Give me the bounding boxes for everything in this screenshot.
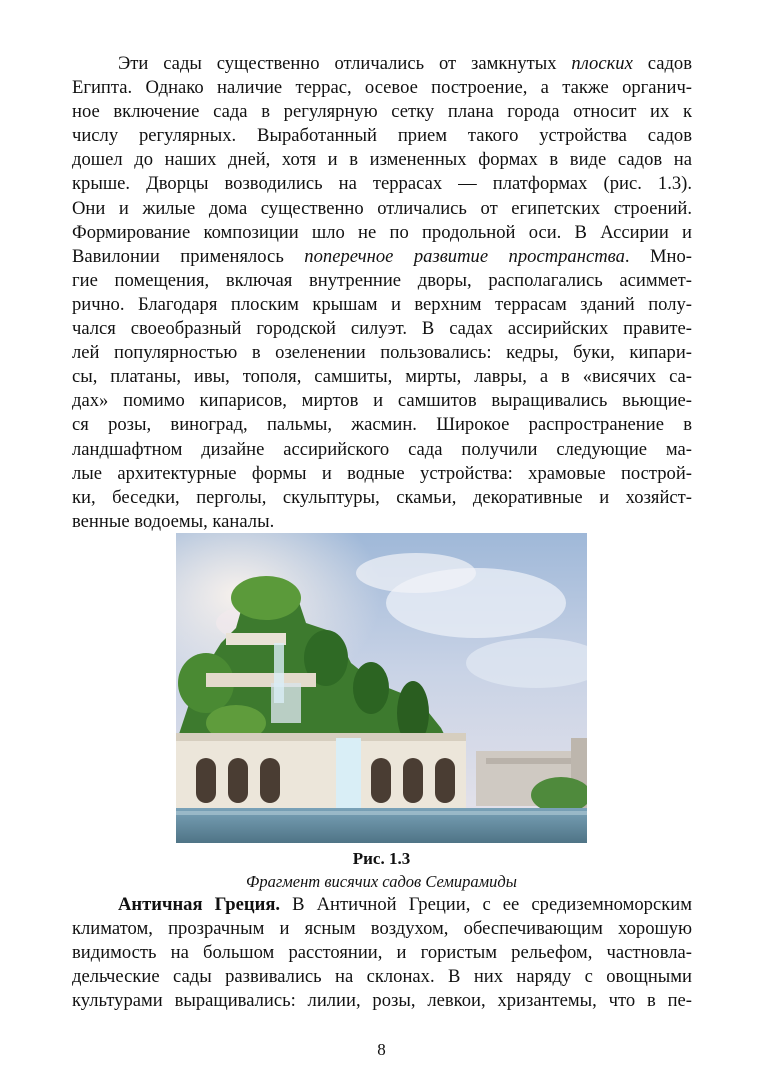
hanging-gardens-image bbox=[176, 533, 587, 843]
text-line: дах» помимо кипарисов, миртов и самшитов выращивались вьющие- bbox=[72, 390, 692, 412]
figure-caption: Фрагмент висячих садов Семирамиды bbox=[246, 872, 517, 891]
text-line: чался своеобразный городской силуэт. В садах ассирийских правите- bbox=[72, 318, 692, 340]
text-line: Эти сады существенно отличались от замкнутых плоских садов bbox=[118, 53, 692, 74]
page-number: 8 bbox=[377, 1040, 386, 1059]
text-line: сы, платаны, ивы, тополя, самшиты, мирты, лавры, а в «висячих са- bbox=[72, 366, 692, 388]
text-line: Египта. Однако наличие террас, осевое построение, а также органич- bbox=[72, 77, 692, 99]
text-line: крыше. Дворцы возводились на террасах — платформах (рис. 1.3). bbox=[72, 173, 692, 195]
text-line: лые архитектурные формы и водные устройства: храмовые построй- bbox=[72, 462, 692, 484]
text-line: ся розы, виноград, пальмы, жасмин. Широкое распространение в bbox=[72, 414, 692, 436]
main-text-block bbox=[72, 52, 692, 534]
main-text-block-2 bbox=[72, 893, 692, 1013]
text-line: числу регулярных. Выработанный прием такого устройства садов bbox=[72, 125, 692, 147]
text-line: венные водоемы, каналы. bbox=[72, 510, 275, 532]
text-line: дельческие сады развивались на склонах. В них наряду с овощными bbox=[72, 966, 692, 988]
text-line: Античная Греция. В Античной Греции, с ее средиземноморским bbox=[118, 894, 692, 915]
text-line: дошел до наших дней, хотя и в измененных формах в виде садов на bbox=[72, 149, 692, 171]
text-line: ландшафтном дизайне ассирийского сада получили следующие ма- bbox=[72, 438, 692, 460]
paragraph-2 bbox=[72, 893, 692, 1013]
section-heading: Античная Греция. bbox=[118, 894, 281, 915]
text-line: ное включение сада в регулярную сетку плана города относит их к bbox=[72, 101, 692, 123]
paragraph-1 bbox=[72, 52, 692, 534]
text-line: ки, беседки, перголы, скульптуры, скамьи, декоративные и хозяйст- bbox=[72, 486, 692, 508]
text-line: рично. Благодаря плоским крышам и верхним террасам зданий полу- bbox=[72, 293, 692, 315]
text-line: Они и жилые дома существенно отличались от египетских строений. bbox=[72, 197, 692, 219]
text-line: климатом, прозрачным и ясным воздухом, обеспечивающим хорошую bbox=[72, 918, 692, 940]
text-line: Формирование композиции шло не по продольной оси. В Ассирии и bbox=[72, 221, 692, 243]
text-line: культурами выращивались: лилии, розы, левкои, хризантемы, что в пе- bbox=[72, 990, 692, 1012]
text-line: Вавилонии применялось поперечное развитие пространства. Мно- bbox=[72, 245, 692, 267]
text-line: лей популярностью в озеленении пользовались: кедры, буки, кипари- bbox=[72, 342, 692, 364]
text-line: гие помещения, включая внутренние дворы, располагались асиммет- bbox=[72, 269, 692, 291]
text-line: видимость на большом расстоянии, и гористым рельефом, частновла- bbox=[72, 942, 692, 964]
figure-number: Рис. 1.3 bbox=[352, 849, 411, 868]
